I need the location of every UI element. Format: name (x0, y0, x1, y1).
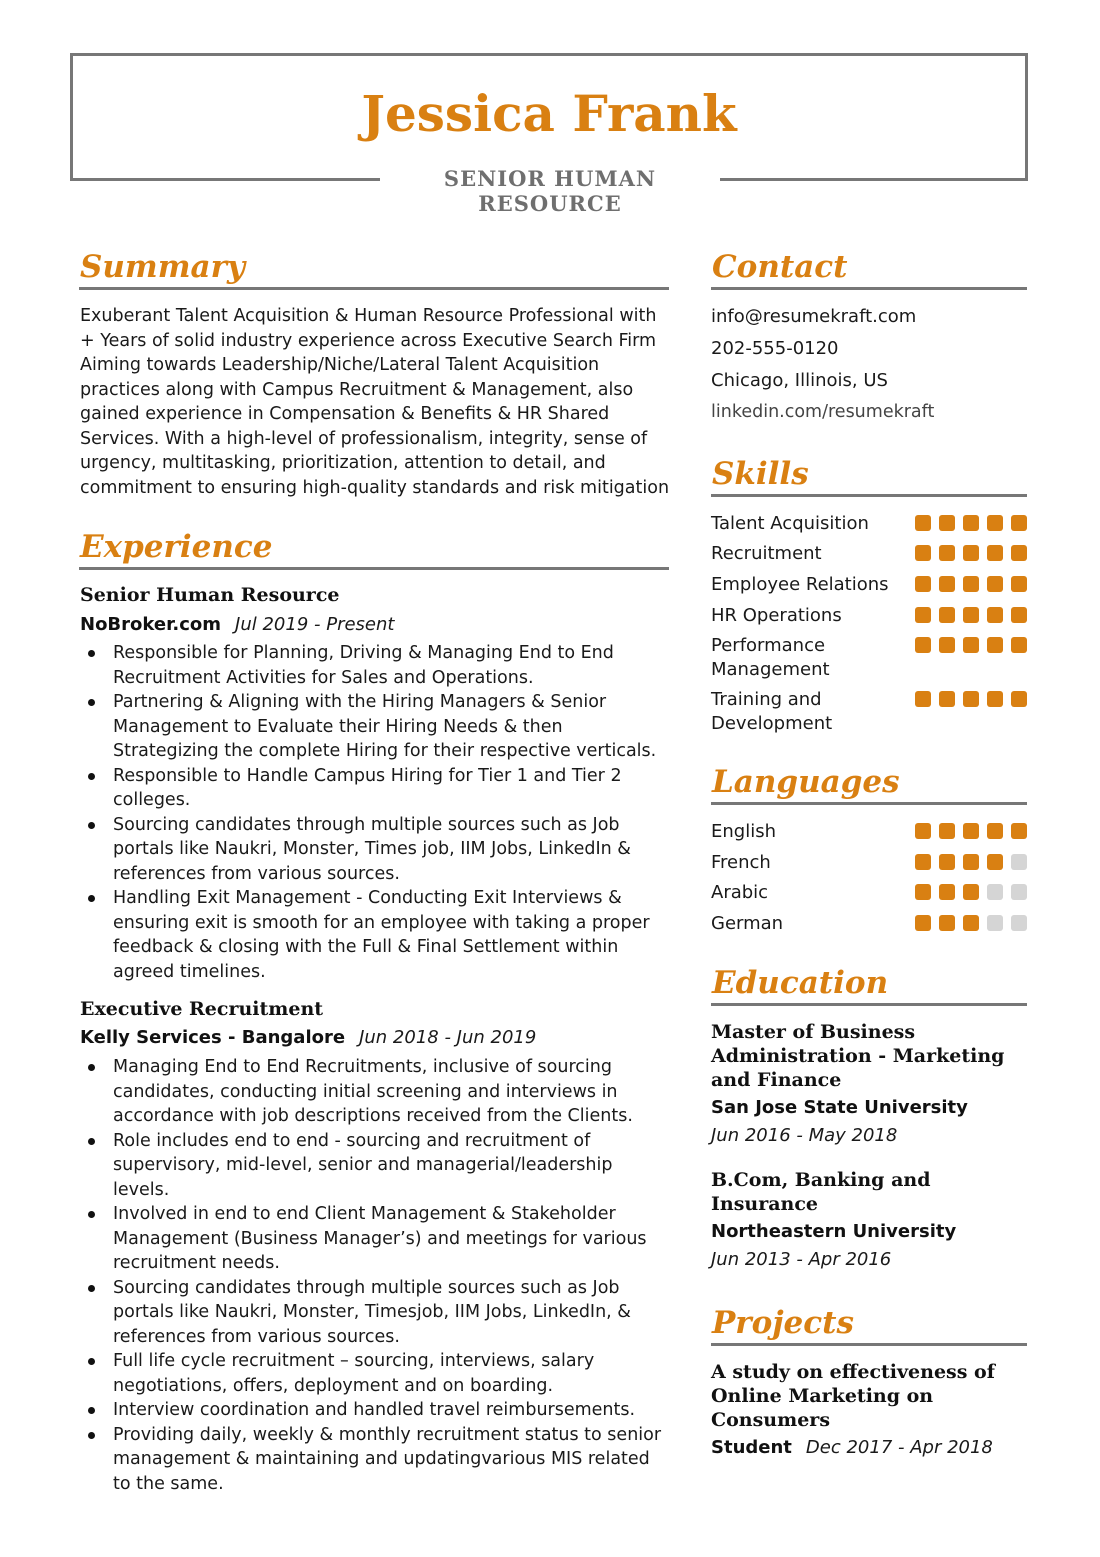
rating-dot-filled (939, 854, 955, 870)
rating-dot-filled (915, 607, 931, 623)
skill-name: Recruitment (711, 543, 822, 564)
candidate-title: SENIOR HUMAN RESOURCE (443, 166, 657, 216)
rating-dot-filled (963, 607, 979, 623)
job-company-line (80, 614, 394, 635)
rating-dot-filled (963, 915, 979, 931)
rating-dot-filled (939, 576, 955, 592)
contact-heading: Contact (712, 249, 848, 285)
rating-dot-filled (939, 545, 955, 561)
rating-dot-filled (963, 691, 979, 707)
job-company-line (80, 1027, 536, 1048)
education-heading: Education (712, 965, 889, 1001)
rating-dot-filled (915, 637, 931, 653)
contact-linkedin[interactable]: linkedin.com/resumekraft (711, 402, 935, 422)
rating-dot-filled (963, 854, 979, 870)
header-divider-right (720, 178, 1028, 181)
education-dates: Jun 2016 - May 2018 (711, 1125, 898, 1146)
language-name: English (711, 821, 776, 842)
contact-phone: 202-555-0120 (711, 338, 839, 359)
rating-dot-empty (1011, 884, 1027, 900)
rating-dot-empty (987, 915, 1003, 931)
job-bullet: Involved in end to end Client Management & Stakeholder Management (Business Manager’s) and meetings for various recruitment needs. (80, 1202, 670, 1276)
skill-name: Training and Development (711, 689, 833, 734)
rating-dot-filled (1011, 691, 1027, 707)
education-degree: Master of Business Administration - Marketing and Finance (711, 1021, 1005, 1091)
skill-row (711, 688, 1027, 736)
rating-dot-filled (987, 823, 1003, 839)
rating-dot-filled (987, 637, 1003, 653)
job-bullet: Full life cycle recruitment – sourcing, interviews, salary negotiations, offers, deployment and on boarding. (80, 1349, 670, 1398)
rating-dot-empty (987, 884, 1003, 900)
skill-rating (915, 576, 1027, 592)
languages-rule (711, 802, 1027, 805)
job-bullet: Managing End to End Recruitments, inclusive of sourcing candidates, conducting initial screening and interviews in accordance with job descriptions received from the Clients. (80, 1055, 670, 1129)
rating-dot-filled (987, 607, 1003, 623)
skill-row (711, 634, 1027, 682)
rating-dot-filled (915, 691, 931, 707)
job-company: Kelly Services - Bangalore (80, 1027, 346, 1048)
skill-row (711, 512, 1027, 536)
job-bullet: Role includes end to end - sourcing and recruitment of supervisory, mid-level, senior and managerial/leadership levels. (80, 1129, 670, 1203)
skill-name: Employee Relations (711, 574, 889, 595)
contact-location: Chicago, Illinois, US (711, 370, 888, 391)
skill-rating (915, 691, 1027, 707)
language-rating (915, 884, 1027, 900)
job-dates: Jun 2018 - Jun 2019 (359, 1027, 537, 1048)
education-degree: B.Com, Banking and Insurance (711, 1169, 931, 1215)
job-bullet: Sourcing candidates through multiple sources such as Job portals like Naukri, Monster, Timesjob, IIM Jobs, LinkedIn, & references from various sources. (80, 1276, 670, 1350)
education-rule (711, 1003, 1027, 1006)
skill-name: Talent Acquisition (711, 513, 869, 534)
job-company: NoBroker.com (80, 614, 222, 635)
rating-dot-filled (1011, 637, 1027, 653)
skill-row (711, 604, 1027, 628)
project-role: Student (711, 1437, 792, 1458)
rating-dot-empty (1011, 915, 1027, 931)
skill-name: HR Operations (711, 605, 842, 626)
contact-email[interactable]: info@resumekraft.com (711, 306, 917, 327)
job-title: Executive Recruitment (80, 998, 324, 1020)
rating-dot-filled (915, 915, 931, 931)
rating-dot-filled (939, 915, 955, 931)
skill-rating (915, 637, 1027, 653)
rating-dot-filled (963, 576, 979, 592)
language-row (711, 912, 1027, 936)
experience-rule (79, 567, 669, 570)
skills-rule (711, 494, 1027, 497)
rating-dot-filled (915, 884, 931, 900)
job-bullet-list (80, 641, 670, 984)
language-rating (915, 915, 1027, 931)
skills-heading: Skills (712, 456, 809, 492)
rating-dot-filled (963, 545, 979, 561)
rating-dot-filled (915, 545, 931, 561)
rating-dot-filled (915, 823, 931, 839)
candidate-name: Jessica Frank (361, 84, 737, 143)
rating-dot-filled (987, 545, 1003, 561)
rating-dot-filled (939, 637, 955, 653)
job-title: Senior Human Resource (80, 584, 340, 606)
rating-dot-filled (987, 854, 1003, 870)
rating-dot-filled (939, 823, 955, 839)
rating-dot-filled (1011, 823, 1027, 839)
languages-heading: Languages (712, 764, 900, 800)
language-row (711, 881, 1027, 905)
summary-rule (79, 287, 669, 290)
header-divider-left (70, 178, 380, 181)
rating-dot-filled (987, 515, 1003, 531)
language-rating (915, 823, 1027, 839)
language-rating (915, 854, 1027, 870)
rating-dot-filled (915, 515, 931, 531)
rating-dot-filled (939, 515, 955, 531)
rating-dot-filled (939, 607, 955, 623)
language-name: Arabic (711, 882, 769, 903)
job-dates: Jul 2019 - Present (235, 614, 395, 635)
job-bullet: Sourcing candidates through multiple sources such as Job portals like Naukri, Monster, Times job, IIM Jobs, LinkedIn & references from various sources. (80, 813, 670, 887)
language-row (711, 851, 1027, 875)
contact-rule (711, 287, 1027, 290)
rating-dot-filled (987, 576, 1003, 592)
skill-name: Performance Management (711, 635, 830, 680)
rating-dot-filled (987, 691, 1003, 707)
job-bullet: Responsible for Planning, Driving & Managing End to End Recruitment Activities for Sales and Operations. (80, 641, 670, 690)
job-bullet: Responsible to Handle Campus Hiring for Tier 1 and Tier 2 colleges. (80, 764, 670, 813)
rating-dot-filled (963, 515, 979, 531)
skill-rating (915, 545, 1027, 561)
skill-rating (915, 515, 1027, 531)
summary-text: Exuberant Talent Acquisition & Human Resource Professional with + Years of solid industry experience across Executive Search Firm Aiming towards Leadership/Niche/Lateral Talent Acquisition practices along with Campus Recruitment & Management, also gained experience in Compensation & Benefits & HR Shared Services. With a high-level of professionalism, integrity, sense of urgency, multitasking, prioritization, attention to detail, and commitment to ensuring high-quality standards and risk mitigation (80, 306, 670, 498)
rating-dot-empty (1011, 854, 1027, 870)
rating-dot-filled (1011, 576, 1027, 592)
project-title: A study on effectiveness of Online Marketing on Consumers (711, 1361, 995, 1431)
job-bullet: Providing daily, weekly & monthly recruitment status to senior management & maintaining and updatingvarious MIS related to the same. (80, 1423, 670, 1497)
rating-dot-filled (963, 823, 979, 839)
language-name: French (711, 852, 771, 873)
language-name: German (711, 913, 784, 934)
rating-dot-filled (963, 637, 979, 653)
rating-dot-filled (963, 884, 979, 900)
job-bullet: Handling Exit Management - Conducting Exit Interviews & ensuring exit is smooth for an employee with taking a proper feedback & closing with the Full & Final Settlement within agreed timelines. (80, 886, 670, 984)
projects-rule (711, 1343, 1027, 1346)
education-school: Northeastern University (711, 1221, 957, 1242)
rating-dot-filled (1011, 545, 1027, 561)
summary-heading: Summary (80, 249, 245, 285)
rating-dot-filled (915, 576, 931, 592)
rating-dot-filled (1011, 607, 1027, 623)
rating-dot-filled (1011, 515, 1027, 531)
projects-heading: Projects (712, 1305, 854, 1341)
education-school: San Jose State University (711, 1097, 968, 1118)
project-dates: Dec 2017 - Apr 2018 (805, 1437, 993, 1458)
experience-heading: Experience (80, 529, 273, 565)
skill-row (711, 573, 1027, 597)
education-dates: Jun 2013 - Apr 2016 (711, 1249, 892, 1270)
rating-dot-filled (915, 854, 931, 870)
rating-dot-filled (939, 691, 955, 707)
job-bullet: Partnering & Aligning with the Hiring Managers & Senior Management to Evaluate their Hiring Needs & then Strategizing the complete Hiring for their respective verticals. (80, 690, 670, 764)
rating-dot-filled (939, 884, 955, 900)
skill-rating (915, 607, 1027, 623)
project-role-line (711, 1437, 993, 1458)
language-row (711, 820, 1027, 844)
job-bullet-list (80, 1055, 670, 1496)
skill-row (711, 542, 1027, 566)
job-bullet: Interview coordination and handled travel reimbursements. (80, 1398, 670, 1423)
